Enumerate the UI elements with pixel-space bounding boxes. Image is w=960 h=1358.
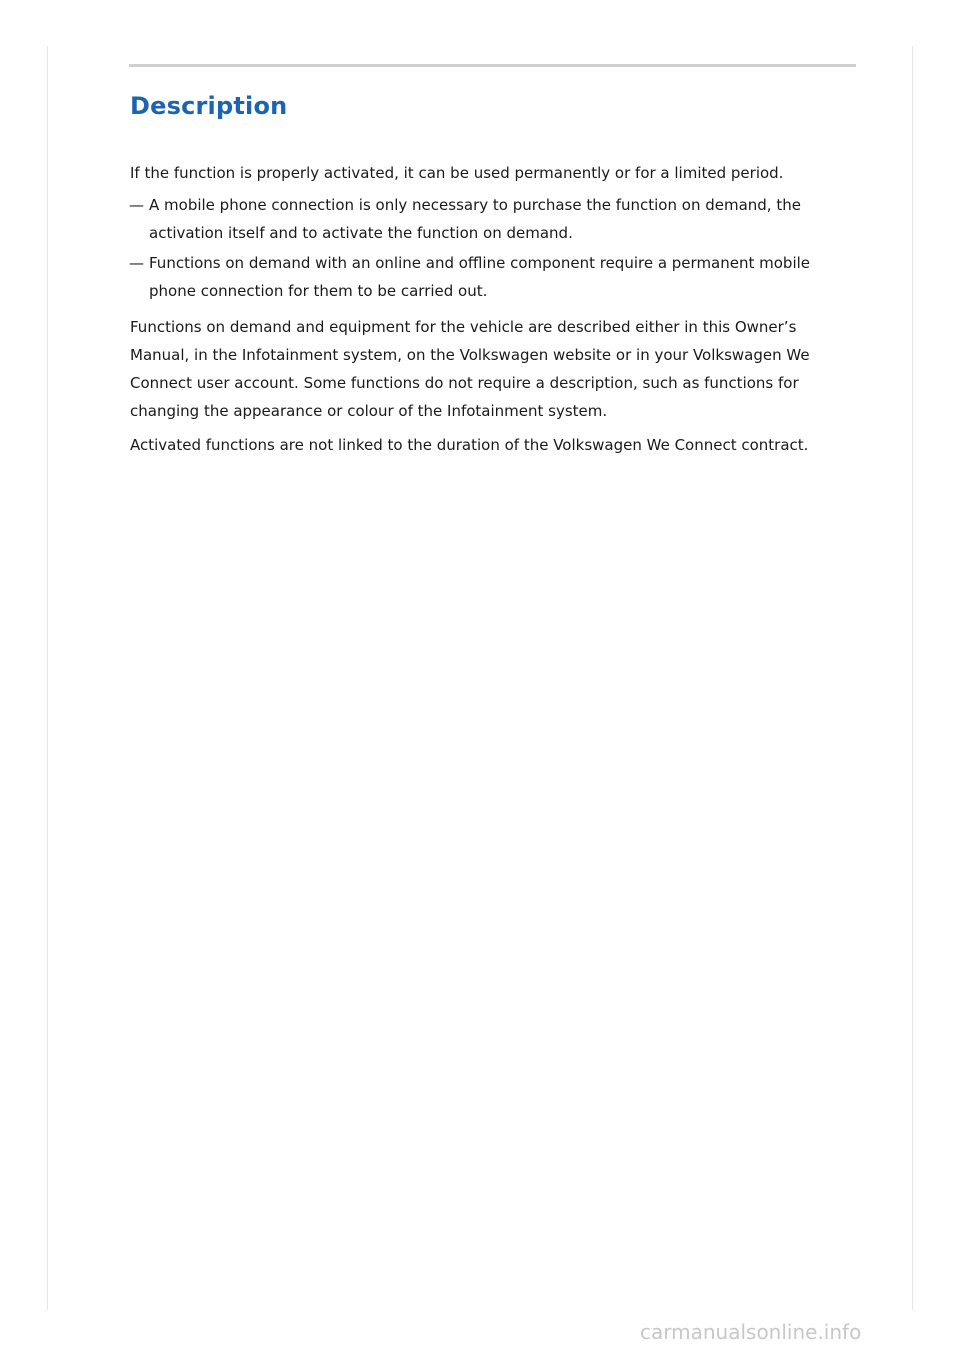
bullet-text: Functions on demand with an online and offline component require a permanent mobile phone connection for them to be carried out. <box>149 254 811 300</box>
bullet-text: A mobile phone connection is only necessary to purchase the function on demand, the activation itself and to activate the function on demand. <box>149 196 801 242</box>
section-heading: Description <box>130 92 288 120</box>
right-margin-line <box>912 46 913 1310</box>
body-paragraph: Functions on demand and equipment for the vehicle are described either in this Owner’s Manual, in the Infotainment system, on the Volkswagen website or in your Volkswagen We Connect user account. Some functions do not require a description, such as functions for changing the appearance or colour of the Infotainment system. <box>130 318 810 420</box>
bullet-dash: — <box>129 196 144 214</box>
intro-paragraph: If the function is properly activated, it can be used permanently or for a limited period. <box>130 164 784 182</box>
list-item <box>130 249 858 305</box>
list-item <box>130 191 858 247</box>
page-content <box>130 88 858 459</box>
top-divider <box>129 64 856 67</box>
watermark-text: carmanualsonline.info <box>640 1320 862 1344</box>
bullet-dash: — <box>129 254 144 272</box>
left-margin-line <box>47 46 48 1310</box>
closing-paragraph: Activated functions are not linked to the duration of the Volkswagen We Connect contract. <box>130 436 809 454</box>
bullet-list <box>130 191 858 305</box>
